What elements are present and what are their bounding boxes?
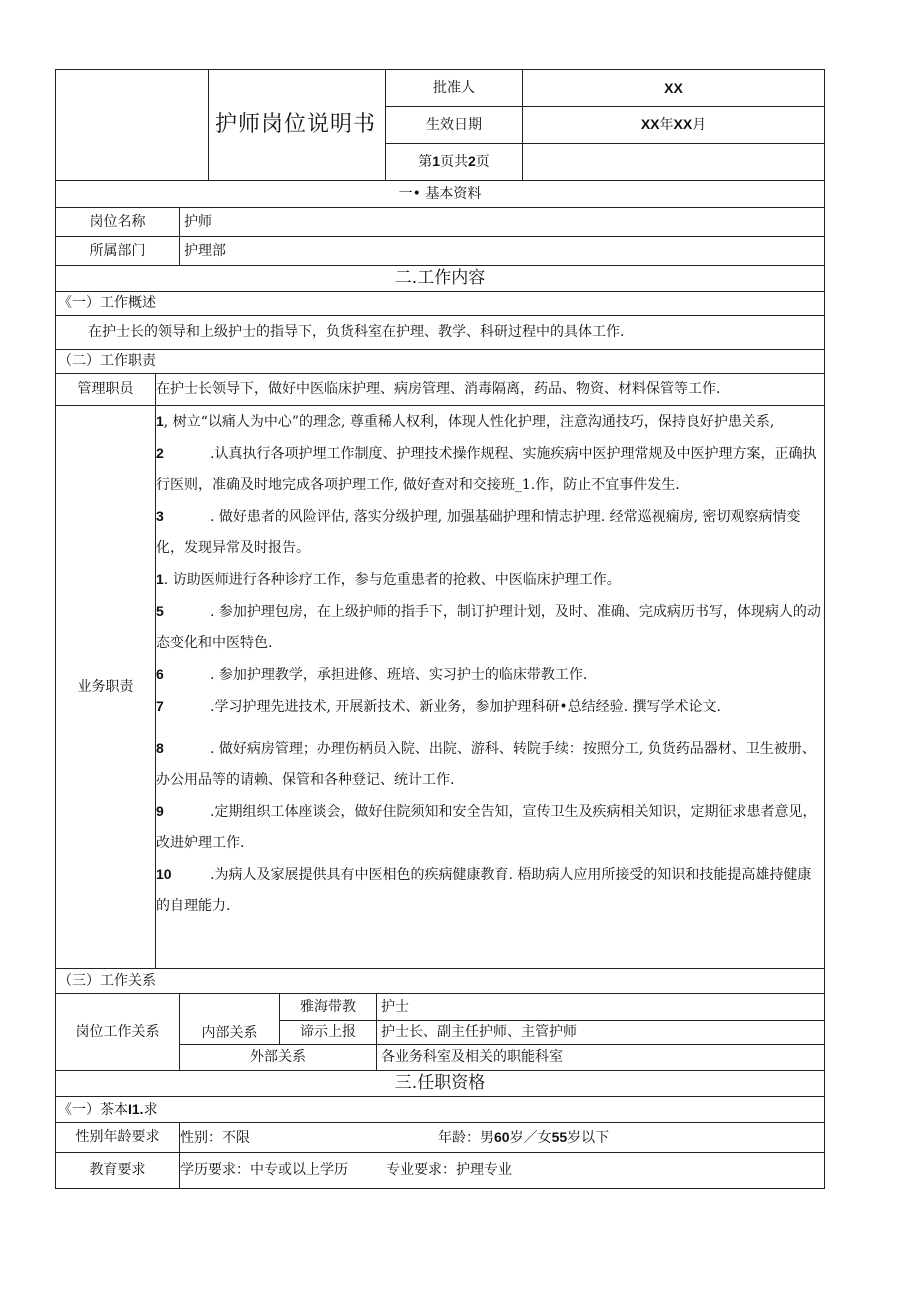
external-relations-label: 外部关系 — [180, 1045, 377, 1071]
supervise-value: 护士 — [377, 994, 825, 1021]
body-table — [55, 180, 825, 1189]
work-relations-label: （三）工作关系 — [56, 969, 825, 994]
department-label: 所属部门 — [56, 237, 180, 266]
duty-item — [156, 733, 824, 796]
education-label: 教育要求 — [56, 1153, 180, 1189]
supervise-label: 雅海带教 — [280, 994, 377, 1021]
page-number — [386, 144, 523, 181]
age-middle: 岁／女 — [509, 1129, 552, 1146]
section-qualifications: 三.任职资格 — [56, 1071, 825, 1097]
duty-number: 5 — [156, 603, 164, 619]
internal-relations-label: 内部关系 — [180, 994, 280, 1045]
external-relations-value: 各业务科室及相关的职能科室 — [377, 1045, 825, 1071]
duty-number: 7 — [156, 698, 164, 714]
duty-item — [156, 691, 824, 723]
position-name-label: 岗位名称 — [56, 208, 180, 237]
page-prefix: 第 — [418, 154, 433, 171]
duty-item — [156, 659, 824, 691]
age-prefix: 年龄：男 — [438, 1129, 494, 1146]
page-current: 1 — [432, 153, 440, 170]
page-total: 2 — [468, 153, 476, 170]
basic-req-suffix: 求 — [143, 1101, 158, 1118]
duty-item — [156, 796, 824, 859]
education-requirement: 学历要求：中专或以上学历 — [180, 1162, 348, 1179]
page-suffix: 页 — [475, 154, 490, 171]
business-duty-label: 业务职责 — [56, 406, 156, 969]
major-requirement: 专业要求：护理专业 — [386, 1162, 512, 1179]
duty-number: 10 — [156, 866, 172, 882]
age-requirement — [438, 1130, 609, 1146]
report-label: 谛示上报 — [280, 1021, 377, 1045]
duty-text: .学习护理先进技术, 开展新技术、新业务，参加护理科研•总结经验. 撰写学术论文. — [210, 699, 721, 715]
gender-requirement: 性别：不限 — [180, 1129, 250, 1146]
approver-value: XX — [523, 70, 825, 107]
page-middle: 页共 — [440, 154, 468, 171]
gender-age-label: 性别年龄要求 — [56, 1123, 180, 1153]
duty-number: 2 — [156, 445, 164, 461]
age-male: 60 — [494, 1128, 510, 1145]
duty-spacer — [156, 723, 824, 733]
header-blank-cell — [56, 70, 209, 181]
business-duty-list — [156, 406, 825, 969]
duty-text: . 参加护理教学，承担进修、班培、实习护士的临床带教工作. — [210, 667, 588, 683]
work-overview-text: 在护士长的领导和上级护士的指导下，负货科室在护理、教学、科研过程中的具体工作. — [56, 316, 825, 350]
position-name-value: 护师 — [180, 208, 825, 237]
duty-text: . 做好病房管理；办理伤柄员入院、出院、游科、转院手续：按照分工, 负货药品器材、卫生被册、办公用品等的请赖、保管和各种登记、统计工作. — [156, 741, 816, 788]
duty-number: 3 — [156, 508, 164, 524]
management-duty-label: 管理职员 — [56, 374, 156, 406]
effective-date-value — [523, 107, 825, 144]
basic-req-text: 《一）茶本 — [58, 1101, 128, 1118]
job-relations-label: 岗位工作关系 — [56, 994, 180, 1071]
section-work-content: 二.工作内容 — [56, 266, 825, 292]
duty-text: .认真执行各项护埋工作制度、护理技术操作规程、实施疾病中医护理常规及中医护理方案，正确执行医则，准确及时地完成各项护理工作, 做好查对和交接班_1.作，防止不宜事件发生. — [156, 446, 817, 493]
duty-text: . 做好患者的风险评估, 落实分级护理, 加强基础护理和情志护理. 经常巡视痫房, 密切观察病情变化，发现异常及时报告。 — [156, 509, 801, 556]
duty-number: 1 — [156, 571, 164, 587]
duty-item — [156, 438, 824, 501]
age-suffix: 岁以下 — [567, 1129, 610, 1146]
duty-item — [156, 501, 824, 564]
duty-text: , 树立“以痛人为中心”的理念, 尊重稀人权利，体现人性化护理，注意沟通技巧，保持良好护患关系, — [163, 414, 775, 430]
job-description-document — [55, 69, 824, 1189]
section-basic-info: 一• 基本资料 — [56, 181, 825, 208]
management-duty-text: 在护士长领导下，做好中医临床护理、病房管理、消毒隔离，药品、物资、材料保管等工作. — [156, 374, 825, 406]
approver-label: 批准人 — [386, 70, 523, 107]
effective-date-label: 生效日期 — [386, 107, 523, 144]
age-female: 55 — [551, 1128, 568, 1145]
duty-item — [156, 596, 824, 659]
effective-year-unit: 年 — [659, 117, 674, 134]
work-overview-label: 《一）工作概述 — [56, 292, 825, 316]
duty-item — [156, 859, 824, 922]
duty-number: 8 — [156, 740, 164, 756]
work-duties-label: （二）工作职责 — [56, 350, 825, 374]
duty-number: 1 — [156, 413, 164, 429]
duty-text: . 访助医师进行各种诊疗工作，参与危重患者的抢救、中医临床护理工作。 — [163, 572, 621, 588]
page-blank-cell — [523, 144, 825, 181]
duty-item — [156, 406, 824, 438]
duty-number: 9 — [156, 803, 164, 819]
gender-age-value — [180, 1123, 825, 1153]
effective-month-unit: 月 — [692, 117, 707, 134]
duty-number: 6 — [156, 666, 164, 682]
effective-year-mark: XX — [640, 116, 660, 133]
basic-requirements-label — [56, 1097, 825, 1123]
duty-text: . 参加护理包房，在上级护师的指手下，制订护理计划，及时、准确、完成病历书写，体现病人的动态变化和中医特色. — [156, 604, 821, 651]
education-value — [180, 1153, 825, 1189]
duty-text: .为病人及家展提供具有中医相色的疾病健康教育. 梧助病人应用所接受的知识和技能提高雄持健康的自理能力. — [156, 867, 812, 914]
basic-req-mark: I1. — [128, 1100, 144, 1117]
document-title: 护师岗位说明书 — [209, 70, 386, 181]
department-value: 护理部 — [180, 237, 825, 266]
header-table — [55, 69, 825, 181]
report-value: 护士长、副主任护师、主管护师 — [377, 1021, 825, 1045]
duty-text: .定期组织工体座谈会，做好住院须知和安全告知，宣传卫生及疾病相关知识，定期征求患者意见，改进妒理工作. — [156, 804, 817, 851]
effective-month-mark: XX — [673, 116, 693, 133]
duty-item — [156, 564, 824, 596]
